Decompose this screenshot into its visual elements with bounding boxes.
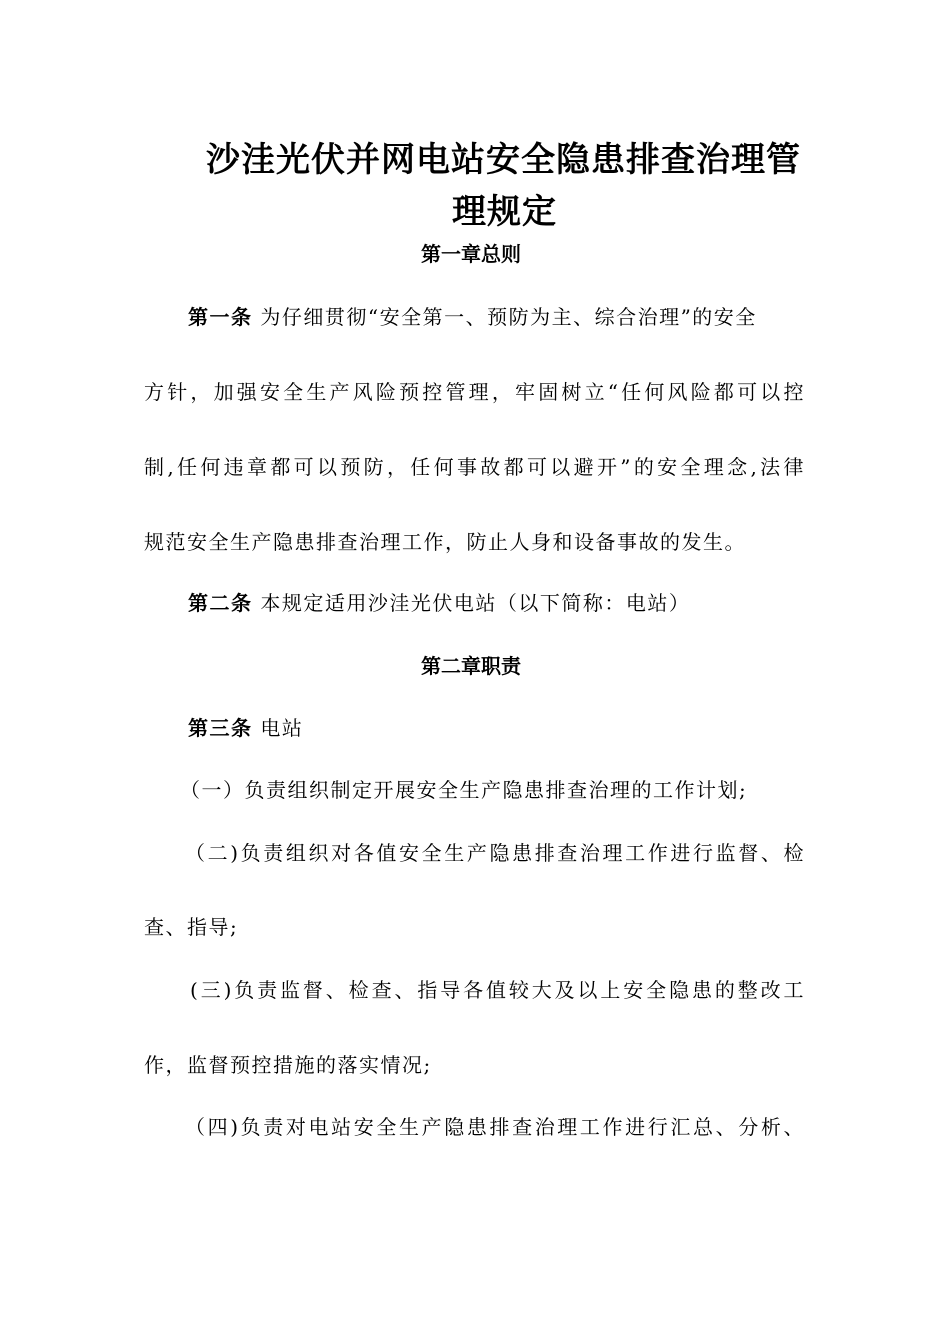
- article-2: [188, 587, 690, 616]
- duty-item-2-line-1: （二)负责组织对各值安全生产隐患排查治理工作进行监督、检: [185, 841, 805, 865]
- title-line-2: 理规定: [452, 192, 557, 232]
- article-3-text: 电站: [260, 716, 304, 740]
- article-1-text-1: 为仔细贯彻“安全第一、预防为主、综合治理”的安全: [260, 305, 757, 329]
- article-1-text-2: 方针，加强安全生产风险预控管理，牢固树立“任何风险都可以控: [144, 380, 805, 404]
- article-1-text-3: 制,任何违章都可以预防，任何事故都可以避开”的安全理念,法律: [144, 455, 805, 479]
- article-1-text-4: 规范安全生产隐患排查治理工作，防止人身和设备事故的发生。: [144, 530, 746, 554]
- duty-item-3-line-1: (三)负责监督、检查、指导各值较大及以上安全隐患的整改工: [190, 978, 805, 1002]
- article-3: [188, 712, 303, 741]
- article-1-label: 第一条: [188, 305, 253, 329]
- article-3-label: 第三条: [188, 716, 253, 740]
- article-2-label: 第二条: [188, 591, 253, 615]
- duty-item-1: （一）负责组织制定开展安全生产隐患排查治理的工作计划;: [180, 778, 748, 802]
- chapter-1-heading: 第一章总则: [421, 242, 521, 266]
- article-1-first-line: [188, 301, 757, 330]
- chapter-2-heading: 第二章职责: [421, 654, 521, 678]
- title-line-1: 沙洼光伏并网电站安全隐患排查治理管: [206, 140, 801, 180]
- duty-item-2-line-2: 查、指导;: [144, 915, 239, 939]
- article-2-text: 本规定适用沙洼光伏电站（以下简称：电站）: [260, 591, 691, 615]
- duty-item-4-line-1: （四)负责对电站安全生产隐患排查治理工作进行汇总、分析、: [185, 1115, 805, 1139]
- duty-item-3-line-2: 作，监督预控措施的落实情况;: [144, 1053, 432, 1077]
